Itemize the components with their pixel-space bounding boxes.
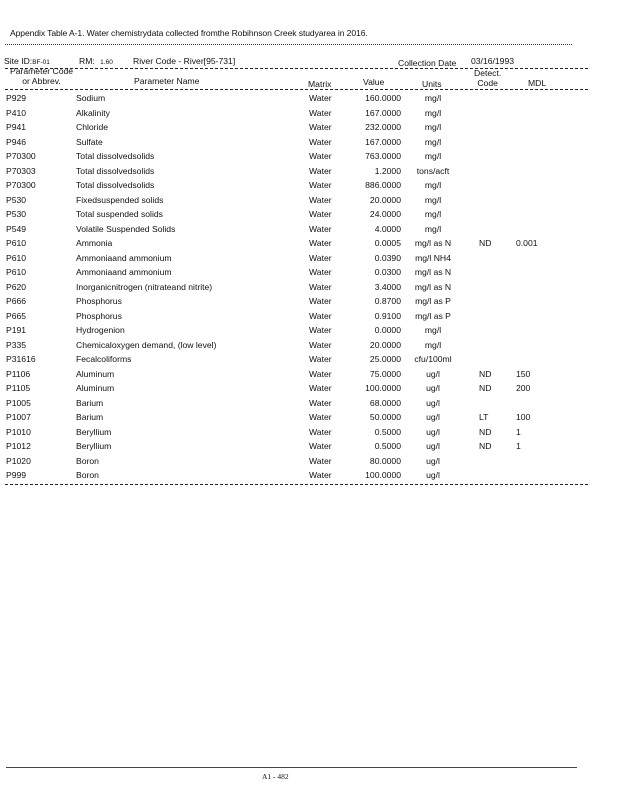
table-row xyxy=(0,427,618,442)
value-cell: 886.0000 xyxy=(365,180,401,190)
param-code-cell: P941 xyxy=(6,122,27,132)
param-code-cell: P530 xyxy=(6,194,27,205)
value-cell: 20.0000 xyxy=(369,339,401,350)
value-cell: 167.0000 xyxy=(365,107,401,118)
param-code-cell: P1010 xyxy=(6,426,31,437)
units-cell: mg/l xyxy=(424,122,442,132)
matrix-cell: Water xyxy=(309,383,332,393)
param-name-cell: Chloride xyxy=(76,122,109,132)
param-code-cell: P1020 xyxy=(6,455,31,466)
param-name-cell: Volatile Suspended Solids xyxy=(76,223,176,234)
param-name-cell: Inorganicnitrogen (nitrateand nitrite) xyxy=(76,281,213,292)
mdl-cell: 100 xyxy=(516,412,531,422)
param-code-cell: P929 xyxy=(6,93,27,103)
table-row xyxy=(0,166,618,181)
table-row xyxy=(0,122,618,137)
value-cell: 232.0000 xyxy=(365,122,401,132)
param-name-cell: Fixedsuspended solids xyxy=(76,194,164,205)
detect-code-cell: LT xyxy=(479,412,489,422)
detect-code-cell: ND xyxy=(479,238,492,248)
value-cell: 80.0000 xyxy=(369,455,401,466)
matrix-cell: Water xyxy=(309,136,332,147)
value-cell: 75.0000 xyxy=(369,368,401,379)
table-row xyxy=(0,253,618,268)
matrix-cell: Water xyxy=(309,209,332,219)
detect-code-cell: ND xyxy=(479,441,492,451)
matrix-cell: Water xyxy=(309,368,332,379)
matrix-cell: Water xyxy=(309,151,332,161)
table-row xyxy=(0,441,618,456)
matrix-cell: Water xyxy=(309,455,332,466)
matrix-cell: Water xyxy=(309,339,332,350)
table-row xyxy=(0,369,618,384)
param-code-cell: P191 xyxy=(6,325,27,335)
param-code-cell: P70300 xyxy=(6,180,36,190)
rm-value: 1.60 xyxy=(100,59,113,66)
table-row xyxy=(0,325,618,340)
param-name-cell: Boron xyxy=(76,455,99,466)
units-cell: ug/l xyxy=(426,368,440,379)
data-table-body xyxy=(0,93,618,485)
value-cell: 0.0000 xyxy=(374,325,401,335)
param-name-cell: Phosphorus xyxy=(76,310,122,321)
units-cell: mg/l as N xyxy=(414,238,452,248)
col-param-code-line2: or Abbrev. xyxy=(22,76,61,86)
param-code-cell: P70303 xyxy=(6,165,36,176)
units-cell: mg/l xyxy=(424,325,442,335)
units-cell: ug/l xyxy=(426,383,440,393)
units-cell: mg/l as N xyxy=(414,267,452,277)
units-cell: mg/l xyxy=(424,107,442,118)
param-code-cell: P665 xyxy=(6,310,27,321)
col-param-code xyxy=(10,66,73,86)
value-cell: 160.0000 xyxy=(365,93,401,103)
value-cell: 24.0000 xyxy=(369,209,401,219)
param-code-cell: P1007 xyxy=(6,412,31,422)
value-cell: 50.0000 xyxy=(369,412,401,422)
table-row xyxy=(0,383,618,398)
units-cell: ug/l xyxy=(426,426,440,437)
param-code-cell: P610 xyxy=(6,252,27,263)
matrix-cell: Water xyxy=(309,122,332,132)
site-id-value: BF-01 xyxy=(32,59,50,66)
matrix-cell: Water xyxy=(309,165,332,176)
site-id-label: Site ID: xyxy=(4,56,33,66)
param-name-cell: Alkalinity xyxy=(76,107,110,118)
matrix-cell: Water xyxy=(309,310,332,321)
value-cell: 3.4000 xyxy=(374,281,401,292)
param-code-cell: P410 xyxy=(6,107,27,118)
param-code-cell: P31616 xyxy=(6,354,36,364)
table-row xyxy=(0,354,618,369)
collection-date-label: Collection Date xyxy=(398,58,457,68)
col-mdl: MDL xyxy=(528,78,547,88)
units-cell: mg/l xyxy=(424,93,442,103)
table-caption: Appendix Table A-1. Water chemistrydata collected fromthe Robihnson Creek studyarea in 2016. xyxy=(10,28,368,38)
detect-code-cell: ND xyxy=(479,383,492,393)
matrix-cell: Water xyxy=(309,107,332,118)
mdl-cell: 200 xyxy=(516,383,531,393)
units-cell: mg/l xyxy=(424,339,442,350)
table-row xyxy=(0,180,618,195)
matrix-cell: Water xyxy=(309,470,332,480)
value-cell: 0.0300 xyxy=(374,267,401,277)
units-cell: mg/l xyxy=(424,223,442,234)
table-row xyxy=(0,412,618,427)
param-code-cell: P999 xyxy=(6,470,27,480)
units-cell: ug/l xyxy=(426,412,440,422)
param-name-cell: Ammonia xyxy=(76,238,113,248)
table-row xyxy=(0,195,618,210)
param-name-cell: Barium xyxy=(76,412,104,422)
mdl-cell: 1 xyxy=(516,441,521,451)
param-name-cell: Ammoniaand ammonium xyxy=(76,252,172,263)
matrix-cell: Water xyxy=(309,441,332,451)
units-cell: cfu/100ml xyxy=(414,354,452,364)
matrix-cell: Water xyxy=(309,238,332,248)
matrix-cell: Water xyxy=(309,281,332,292)
units-cell: ug/l xyxy=(426,397,440,408)
table-row xyxy=(0,282,618,297)
value-cell: 4.0000 xyxy=(374,223,401,234)
param-code-cell: P70300 xyxy=(6,151,36,161)
col-detect-line1: Detect. xyxy=(474,68,502,78)
col-param-code-line1: Parameter Code xyxy=(10,66,74,76)
param-code-cell: P946 xyxy=(6,136,27,147)
param-code-cell: P530 xyxy=(6,209,27,219)
table-row xyxy=(0,311,618,326)
detect-code-cell: ND xyxy=(479,426,492,437)
units-cell: tons/acft xyxy=(416,165,450,176)
river-mile xyxy=(79,56,113,66)
collection-date-value: 03/16/1993 xyxy=(471,56,515,66)
col-detect-line2: Code xyxy=(477,78,498,88)
units-cell: mg/l xyxy=(424,180,442,190)
matrix-cell: Water xyxy=(309,426,332,437)
matrix-cell: Water xyxy=(309,267,332,277)
value-cell: 763.0000 xyxy=(365,151,401,161)
units-cell: mg/l as N xyxy=(414,281,452,292)
matrix-cell: Water xyxy=(309,397,332,408)
col-units: Units xyxy=(422,79,442,89)
param-name-cell: Aluminum xyxy=(76,383,115,393)
mdl-cell: 150 xyxy=(516,368,531,379)
table-row xyxy=(0,137,618,152)
river-code: River Code - River[95-731] xyxy=(133,56,236,66)
units-cell: mg/l xyxy=(424,209,442,219)
param-code-cell: P666 xyxy=(6,296,27,306)
table-row xyxy=(0,209,618,224)
units-cell: mg/l xyxy=(424,136,442,147)
table-bottom-rule xyxy=(5,484,588,485)
caption-divider xyxy=(5,44,572,45)
header-bottom-rule xyxy=(5,89,588,90)
detect-code-cell: ND xyxy=(479,368,492,379)
param-name-cell: Total dissolvedsolids xyxy=(76,180,155,190)
table-row xyxy=(0,93,618,108)
param-code-cell: P549 xyxy=(6,223,27,234)
units-cell: mg/l as P xyxy=(415,310,451,321)
param-name-cell: Hydrogenion xyxy=(76,325,125,335)
value-cell: 167.0000 xyxy=(365,136,401,147)
param-code-cell: P1106 xyxy=(6,368,31,379)
param-name-cell: Beryllium xyxy=(76,441,112,451)
param-name-cell: Fecalcoliforms xyxy=(76,354,132,364)
param-name-cell: Chemicaloxygen demand, (low level) xyxy=(76,339,217,350)
col-value: Value xyxy=(363,77,385,87)
param-name-cell: Aluminum xyxy=(76,368,115,379)
table-row xyxy=(0,296,618,311)
param-name-cell: Phosphorus xyxy=(76,296,122,306)
units-cell: mg/l xyxy=(424,194,442,205)
units-cell: ug/l xyxy=(426,455,440,466)
matrix-cell: Water xyxy=(309,412,332,422)
matrix-cell: Water xyxy=(309,180,332,190)
param-name-cell: Ammoniaand ammonium xyxy=(76,267,172,277)
matrix-cell: Water xyxy=(309,354,332,364)
matrix-cell: Water xyxy=(309,93,332,103)
param-code-cell: P1105 xyxy=(6,383,31,393)
table-row xyxy=(0,108,618,123)
value-cell: 0.9100 xyxy=(374,310,401,321)
value-cell: 0.5000 xyxy=(374,426,401,437)
mdl-cell: 0.001 xyxy=(516,238,538,248)
table-row xyxy=(0,151,618,166)
param-code-cell: P620 xyxy=(6,281,27,292)
param-code-cell: P335 xyxy=(6,339,27,350)
param-code-cell: P1005 xyxy=(6,397,31,408)
param-name-cell: Barium xyxy=(76,397,104,408)
param-name-cell: Total dissolvedsolids xyxy=(76,151,155,161)
page-number: A1 - 482 xyxy=(262,772,289,781)
table-row xyxy=(0,238,618,253)
units-cell: mg/l xyxy=(424,151,442,161)
matrix-cell: Water xyxy=(309,194,332,205)
param-name-cell: Beryllium xyxy=(76,426,112,437)
value-cell: 68.0000 xyxy=(369,397,401,408)
param-name-cell: Total dissolvedsolids xyxy=(76,165,155,176)
value-cell: 25.0000 xyxy=(369,354,401,364)
param-name-cell: Total suspended solids xyxy=(76,209,163,219)
value-cell: 100.0000 xyxy=(365,470,401,480)
matrix-cell: Water xyxy=(309,325,332,335)
value-cell: 1.2000 xyxy=(374,165,401,176)
table-row xyxy=(0,224,618,239)
value-cell: 0.8700 xyxy=(374,296,401,306)
value-cell: 0.0390 xyxy=(374,252,401,263)
value-cell: 0.5000 xyxy=(374,441,401,451)
col-matrix: Matrix xyxy=(308,79,332,89)
param-name-cell: Sulfate xyxy=(76,136,103,147)
footer-rule xyxy=(6,767,577,768)
param-name-cell: Boron xyxy=(76,470,99,480)
param-code-cell: P610 xyxy=(6,238,27,248)
param-name-cell: Sodium xyxy=(76,93,106,103)
value-cell: 100.0000 xyxy=(365,383,401,393)
param-code-cell: P1012 xyxy=(6,441,31,451)
value-cell: 20.0000 xyxy=(369,194,401,205)
col-param-name: Parameter Name xyxy=(134,76,200,86)
table-row xyxy=(0,456,618,471)
table-row xyxy=(0,470,618,485)
rm-label: RM: xyxy=(79,56,95,66)
site-info xyxy=(4,56,50,66)
units-cell: ug/l xyxy=(426,470,440,480)
units-cell: ug/l xyxy=(426,441,440,451)
units-cell: mg/l NH4 xyxy=(415,252,451,263)
matrix-cell: Water xyxy=(309,252,332,263)
table-row xyxy=(0,398,618,413)
mdl-cell: 1 xyxy=(516,426,521,437)
matrix-cell: Water xyxy=(309,223,332,234)
col-detect-code xyxy=(474,68,501,88)
table-row xyxy=(0,340,618,355)
table-row xyxy=(0,267,618,282)
value-cell: 0.0005 xyxy=(374,238,401,248)
matrix-cell: Water xyxy=(309,296,332,306)
param-code-cell: P610 xyxy=(6,267,27,277)
units-cell: mg/l as P xyxy=(415,296,451,306)
